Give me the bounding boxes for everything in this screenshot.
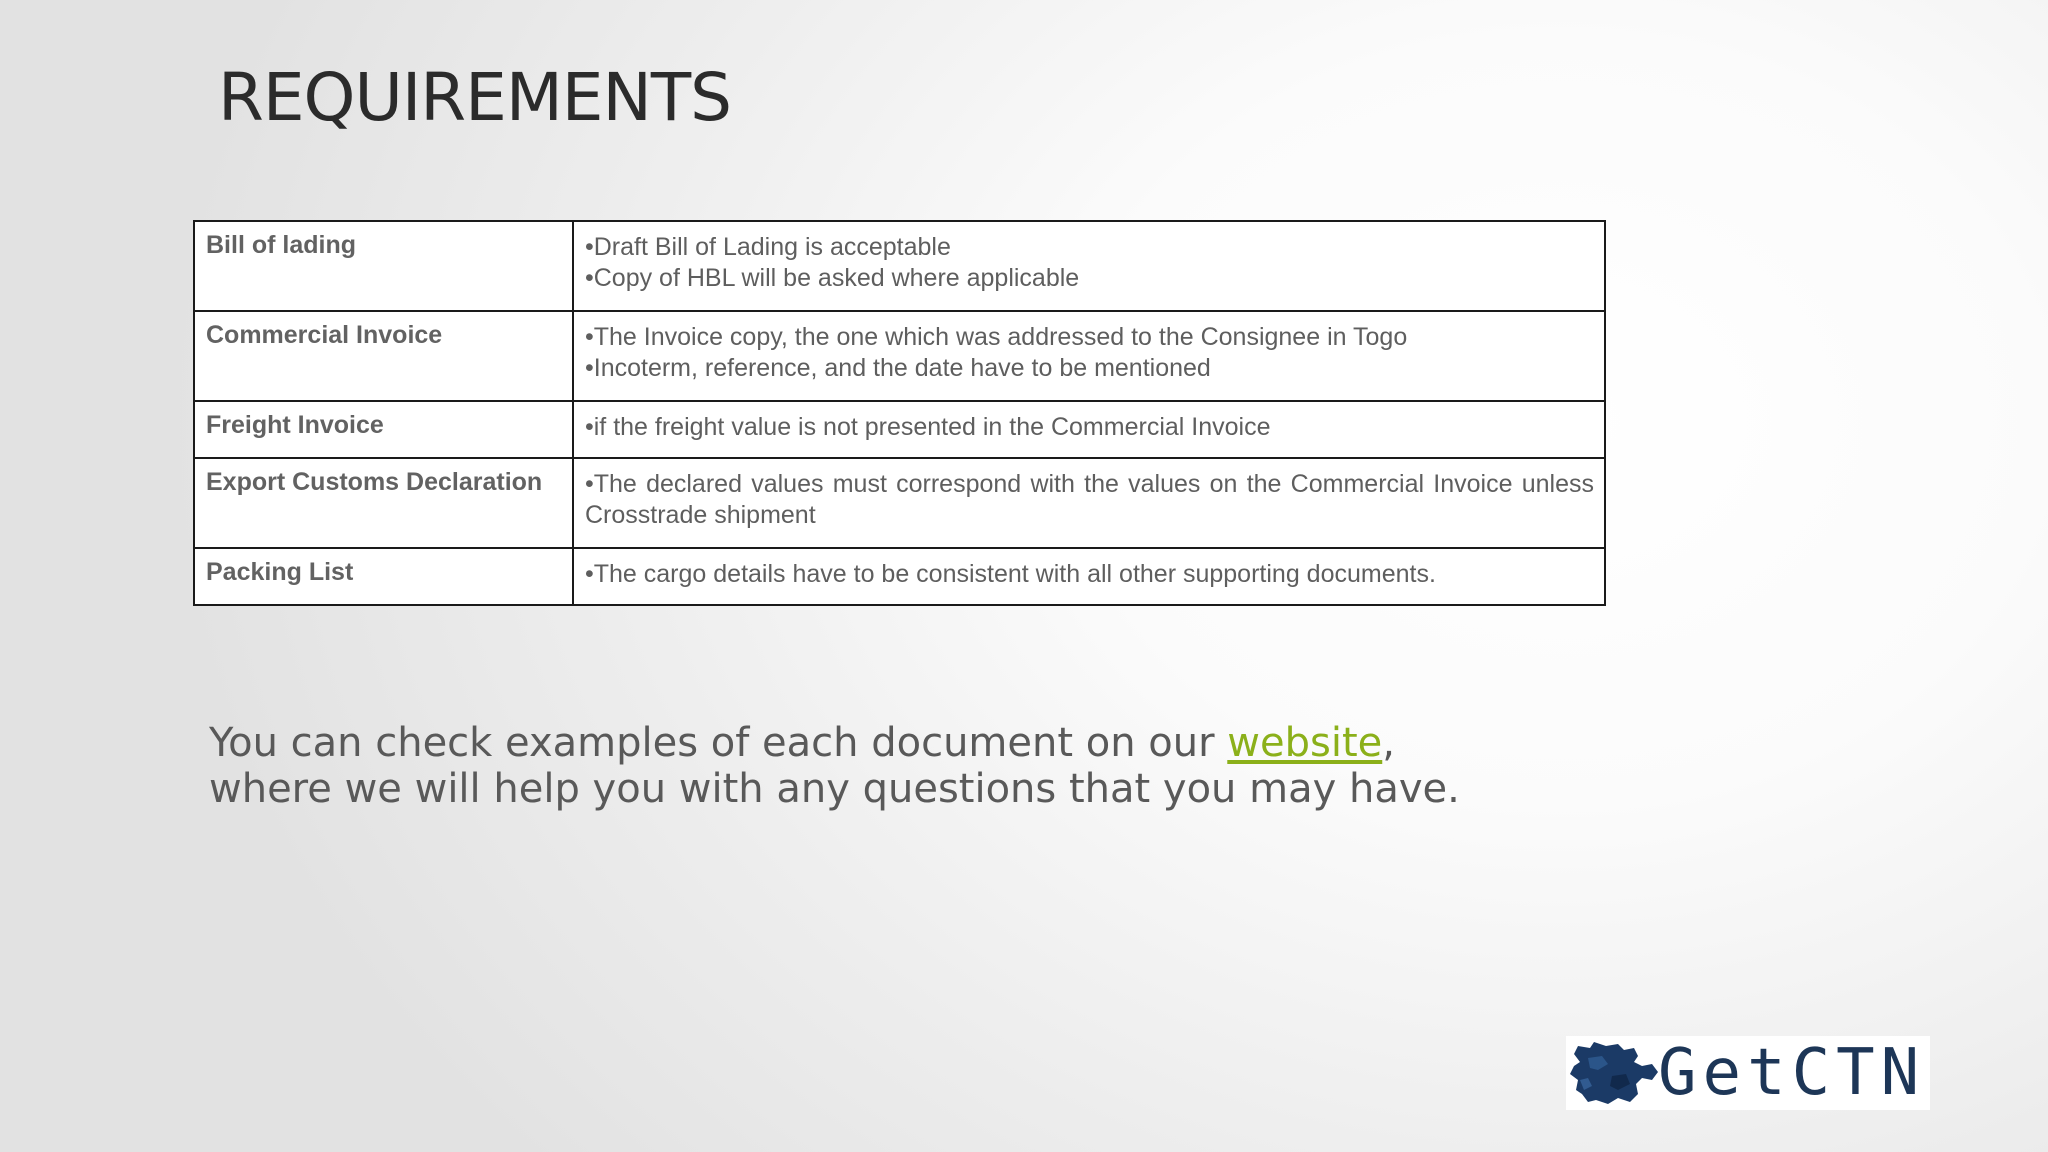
table-row — [194, 401, 1605, 458]
document-requirements — [573, 548, 1605, 605]
table-row — [194, 221, 1605, 311]
table-row — [194, 458, 1605, 548]
footer-text-before-link: You can check examples of each document on our — [209, 720, 1228, 766]
footer-message — [209, 720, 1509, 812]
document-name: Export Customs Declaration — [194, 458, 573, 548]
table-row — [194, 311, 1605, 401]
document-requirements — [573, 221, 1605, 311]
requirement-line: •The Invoice copy, the one which was addressed to the Consignee in Togo — [585, 323, 1408, 351]
document-name: Freight Invoice — [194, 401, 573, 458]
requirement-line: •Incoterm, reference, and the date have to be mentioned — [585, 354, 1211, 382]
footer-text-after-link: , where we will help you with any questions that you may have. — [209, 720, 1460, 812]
document-name: Commercial Invoice — [194, 311, 573, 401]
puzzle-piece-icon — [1568, 1040, 1660, 1106]
table-row — [194, 548, 1605, 605]
logo-wordmark: GetCTN — [1658, 1036, 1926, 1110]
getctn-logo — [1566, 1036, 1930, 1110]
document-name: Packing List — [194, 548, 573, 605]
slide-title: REQUIREMENTS — [218, 59, 732, 136]
requirement-line: •Copy of HBL will be asked where applicable — [585, 264, 1080, 292]
requirements-table — [193, 220, 1606, 606]
requirement-line: •The cargo details have to be consistent with all other supporting documents. — [585, 560, 1436, 588]
document-requirements — [573, 401, 1605, 458]
website-link[interactable]: website — [1227, 720, 1383, 766]
requirement-line: •The declared values must correspond with the values on the Commercial Invoice unless Crosstrade shipment — [585, 470, 1594, 529]
document-name: Bill of lading — [194, 221, 573, 311]
document-requirements — [573, 311, 1605, 401]
document-requirements — [573, 458, 1605, 548]
requirement-line: •Draft Bill of Lading is acceptable — [585, 233, 951, 261]
requirement-line: •if the freight value is not presented in the Commercial Invoice — [585, 413, 1271, 441]
